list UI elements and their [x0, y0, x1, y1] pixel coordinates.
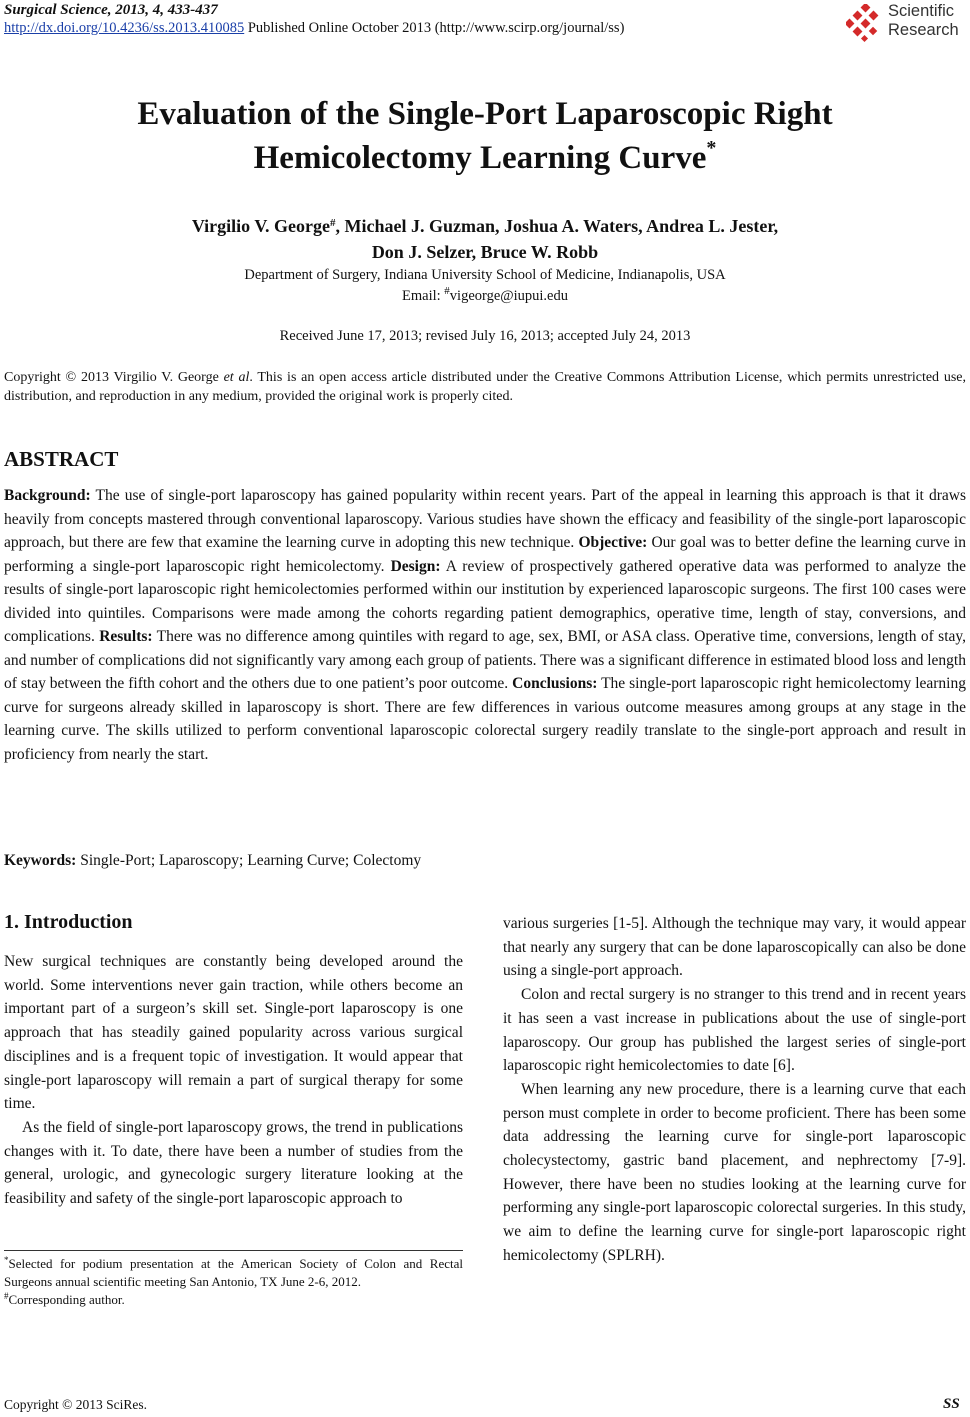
received-dates: Received June 17, 2013; revised July 16, 2013; accepted July 24, 2013: [279, 328, 691, 344]
scientific-research-logo: [846, 2, 968, 44]
paragraph: When learning any new procedure, there is a learning curve that each person must complete in order to become proficient. There has been some data addressing the learning curve for single-port laparoscopic cholecystectomy, gastric band placement, and nephrectomy [7-9]. However, there have been no studies looking at the learning curve for performing any single-port laparoscopic colorectal surgeries. In this study, we aim to define the learning curve for single-port laparoscopic right hemicolectomy (SPLRH).: [503, 1080, 966, 1264]
objective-label: Objective:: [578, 534, 648, 551]
footnote-podium: *Selected for podium presentation at the American Society of Colon and Rectal Surgeons annual scientific meeting San Antonio, TX June 2-6, 2012.: [4, 1255, 463, 1289]
title-line-2: Hemicolectomy Learning Curve*: [253, 137, 717, 176]
section-heading-introduction: 1. Introduction: [4, 911, 133, 933]
journal-citation: Surgical Science, 2013, 4, 433-437: [4, 2, 218, 18]
paragraph: Colon and rectal surgery is no stranger to this trend and in recent years it has seen a vast increase in publications about the use of single-port laparoscopy. Our group has published the largest series of single-port laparoscopic right hemicolectomies to date [6].: [503, 986, 966, 1075]
footnote-divider: [4, 1250, 463, 1251]
title-footnote-mark: *: [706, 137, 717, 159]
doi-line: [4, 20, 624, 37]
logo-text: [888, 2, 959, 40]
keywords-label: Keywords:: [4, 852, 77, 869]
abstract-heading: ABSTRACT: [4, 447, 119, 471]
published-info: Published Online October 2013 (http://www.scirp.org/journal/ss): [244, 20, 625, 36]
paragraph: As the field of single-port laparoscopy grows, the trend in publications changes with it. To date, there have been a number of studies from the general, urologic, and gynecologic surgery literature looking at the feasibility and safety of the single-port laparoscopic approach to: [4, 1118, 463, 1208]
doi-link[interactable]: http://dx.doi.org/10.4236/ss.2013.410085: [4, 20, 245, 36]
background-label: Background:: [4, 487, 91, 504]
conclusions-label: Conclusions:: [512, 675, 598, 692]
keywords: Keywords: Single-Port; Laparoscopy; Learning Curve; Colectomy: [4, 852, 422, 869]
authors-line-2: Don J. Selzer, Bruce W. Robb: [371, 242, 599, 262]
logo-mark-icon: [846, 4, 886, 44]
results-label: Results:: [99, 628, 153, 645]
email-mark: #: [444, 285, 450, 297]
email-address[interactable]: vigeorge@iupui.edu: [449, 288, 568, 304]
footnotes: [4, 1255, 463, 1309]
left-column: [4, 950, 463, 1211]
email-line: Email: #vigeorge@iupui.edu: [402, 285, 568, 304]
footer-copyright: Copyright © 2013 SciRes.: [4, 1397, 148, 1412]
footer-journal-abbrev: SS: [943, 1396, 960, 1412]
paper-title: [0, 92, 970, 180]
copyright-notice: Copyright © 2013 Virgilio V. George et al. This is an open access article distributed under the Creative Commons Attribution License, which permits unrestricted use, distribution, and reproduction in any medium, provided the original work is properly cited.: [4, 370, 966, 404]
footnote-corresponding: #Corresponding author.: [4, 1291, 125, 1307]
right-column: [503, 912, 966, 1268]
paragraph: various surgeries [1-5]. Although the technique may vary, it would appear that nearly any surgery that can be done laparoscopically can also be done using a single-port approach.: [503, 915, 966, 980]
design-label: Design:: [390, 557, 441, 575]
authors-line-1: Virgilio V. George#, Michael J. Guzman, Joshua A. Waters, Andrea L. Jester,: [191, 216, 779, 236]
corresponding-mark: #: [329, 217, 336, 229]
author-list: [0, 213, 970, 265]
paragraph: New surgical techniques are constantly being developed around the world. Some interventions never gain traction, while others become an important part of a surgeon’s skill set. Single-port laparoscopy is one approach that has steadily gained popularity across various surgical disciplines and is a frequent topic of investigation. It would appear that single-port laparoscopy will remain a part of surgical therapy for some time.: [4, 953, 463, 1113]
logo-line-1: Scientific: [888, 2, 955, 20]
affiliation: Department of Surgery, Indiana University School of Medicine, Indianapolis, USA: [244, 267, 726, 283]
abstract-body: Background: The use of single-port laparoscopy has gained popularity within recent years. Part of the appeal in learning this approach is that it draws heavily from concepts mastered through conventional laparoscopy. Various studies have shown the efficacy and feasibility of the single-port laparoscopic approach, but there are few that examine the learning curve in adopting this new technique. Objective: Our goal was to better define the learning curve in performing a single-port laparoscopic right hemicolectomy. Design: A review of prospectively gathered operative data was performed to analyze the results of single-port laparoscopic right hemicolectomies performed within our institution by experienced laparoscopic surgeons. The first 100 cases were divided into quintiles. Comparisons were made among the cohorts regarding patient demographics, operative time, length of stay, conversions, and complications. Results: There was no difference among quintiles with regard to age, sex, BMI, or ASA class. Operative time, conversions, length of stay, and number of complications did not significantly vary among each group of patients. There was a significant difference in estimated blood loss and length of stay between the fifth cohort and the others due to one patient’s poor outcome. Conclusions: The single-port laparoscopic right hemicolectomy learning curve for surgeons already skilled in laparoscopy is short. There are few differences in various outcome measures among groups at any stage in the learning curve. The skills utilized to perform conventional laparoscopic colorectal surgery readily translate to the single-port approach and result in proficiency from nearly the start.: [4, 487, 966, 763]
title-line-1: Evaluation of the Single-Port Laparoscopic Right: [137, 96, 833, 132]
logo-line-2: Research: [888, 21, 959, 39]
